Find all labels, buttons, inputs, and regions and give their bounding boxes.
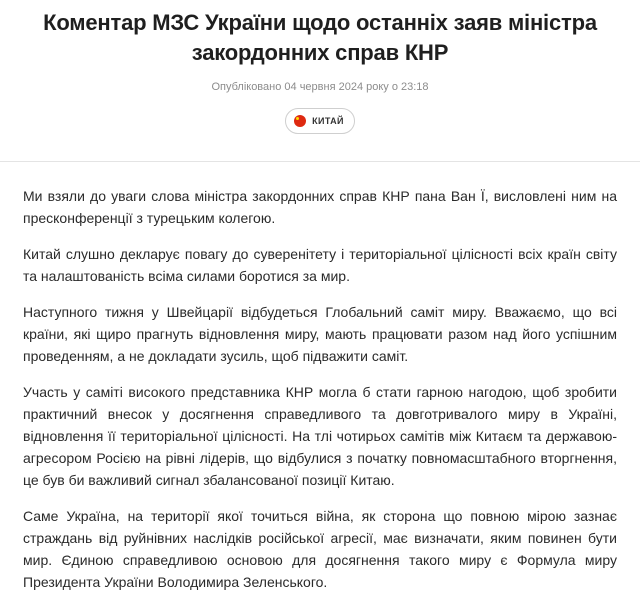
publish-date: Опубліковано 04 червня 2024 року о 23:18 [211,81,429,93]
paragraph: Ми взяли до уваги слова міністра закордонних справ КНР пана Ван Ї, висловлені ним на пресконференції з турецьким колегою. [23,188,617,226]
article-header [0,0,640,134]
paragraph: Наступного тижня у Швейцарії відбудеться Глобальний саміт миру. Вважаємо, що всі країни, які щиро прагнуть відновлення миру, мають працювати разом над його успішним проведенням, а не докладати зусиль, щоб підважити саміт. [23,304,617,364]
paragraph: Саме Україна, на території якої точиться війна, як сторона що повною мірою зазнає страждань від руйнівних наслідків російської агресії, має визначати, яким повинен бути мир. Єдиною справедливою основою для досягнення такого миру є Формула миру Президента України Володимира Зеленського. [23,508,617,590]
paragraph: Участь у саміті високого представника КНР могла б стати гарною нагодою, щоб зробити практичний внесок у досягнення справедливого та довготривалого миру в Україні, відновлення її територіальної цілісності. На тлі чотирьох самітів між Китаєм та державою-агресором Росією на рівні лідерів, що відбулися з початку повномасштабного вторгнення, це був би важливий сигнал збалансованої позиції Китаю. [23,384,617,488]
tag-row [0,108,640,134]
tag-china-link[interactable] [285,108,355,134]
tag-label: КИТАЙ [312,116,344,126]
article-body [0,185,640,593]
header-divider [0,161,640,162]
article-title: Коментар МЗС України щодо останніх заяв міністра закордонних справ КНР [43,10,597,65]
china-flag-icon [294,115,306,127]
paragraph: Китай слушно декларує повагу до суверенітету і територіальної цілісності всіх країн світу та налаштованість всіма силами боротися за мир. [23,246,617,284]
